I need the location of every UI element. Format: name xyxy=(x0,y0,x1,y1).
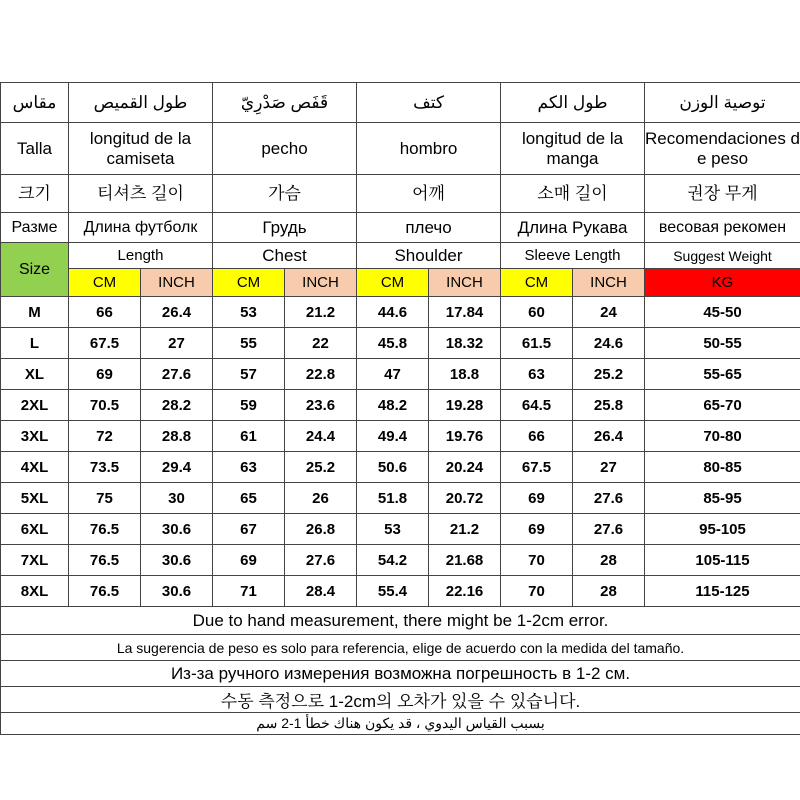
sleeve-inch-cell: 28 xyxy=(573,545,645,576)
sleeve-inch-cell: 24.6 xyxy=(573,328,645,359)
length-inch-cell: 28.8 xyxy=(141,421,213,452)
chest-cm-cell: 53 xyxy=(213,297,285,328)
length-cm-cell: 72 xyxy=(69,421,141,452)
unit-weight-kg: KG xyxy=(645,269,800,297)
header-chest-en: Chest xyxy=(213,243,357,269)
header-size-es: Talla xyxy=(1,123,69,175)
size-cell: 7XL xyxy=(1,545,69,576)
header-size-ru: Разме xyxy=(1,213,69,243)
length-cm-cell: 70.5 xyxy=(69,390,141,421)
shoulder-cm-cell: 45.8 xyxy=(357,328,429,359)
chest-cm-cell: 65 xyxy=(213,483,285,514)
sleeve-inch-cell: 25.8 xyxy=(573,390,645,421)
sleeve-cm-cell: 60 xyxy=(501,297,573,328)
sleeve-inch-cell: 27 xyxy=(573,452,645,483)
unit-sleeve-inch: INCH xyxy=(573,269,645,297)
table-row xyxy=(1,545,800,576)
shoulder-inch-cell: 22.16 xyxy=(429,576,501,607)
size-cell: 5XL xyxy=(1,483,69,514)
length-inch-cell: 27.6 xyxy=(141,359,213,390)
weight-kg-cell: 70-80 xyxy=(645,421,800,452)
length-cm-cell: 76.5 xyxy=(69,514,141,545)
chest-inch-cell: 24.4 xyxy=(285,421,357,452)
size-cell: L xyxy=(1,328,69,359)
sleeve-inch-cell: 26.4 xyxy=(573,421,645,452)
header-length-ko: 티셔츠 길이 xyxy=(69,175,213,213)
size-cell: XL xyxy=(1,359,69,390)
header-size-en: Size xyxy=(1,243,69,297)
header-row-english xyxy=(1,243,800,269)
chest-cm-cell: 71 xyxy=(213,576,285,607)
chest-inch-cell: 21.2 xyxy=(285,297,357,328)
chest-inch-cell: 22.8 xyxy=(285,359,357,390)
note-row-spanish xyxy=(1,635,800,661)
header-size-ko: 크기 xyxy=(1,175,69,213)
length-cm-cell: 69 xyxy=(69,359,141,390)
shoulder-inch-cell: 20.24 xyxy=(429,452,501,483)
header-length-en: Length xyxy=(69,243,213,269)
size-cell: 3XL xyxy=(1,421,69,452)
note-korean: 수동 측정으로 1-2cm의 오차가 있을 수 있습니다. xyxy=(1,687,800,713)
chest-cm-cell: 69 xyxy=(213,545,285,576)
header-sleeve-ar: طول الكم xyxy=(501,83,645,123)
header-sleeve-ru: Длина Рукава xyxy=(501,213,645,243)
weight-kg-cell: 105-115 xyxy=(645,545,800,576)
length-inch-cell: 29.4 xyxy=(141,452,213,483)
table-row xyxy=(1,421,800,452)
length-inch-cell: 30.6 xyxy=(141,545,213,576)
weight-kg-cell: 65-70 xyxy=(645,390,800,421)
header-shoulder-en: Shoulder xyxy=(357,243,501,269)
chest-cm-cell: 67 xyxy=(213,514,285,545)
table-row xyxy=(1,483,800,514)
note-row-russian xyxy=(1,661,800,687)
header-length-ru: Длина футболк xyxy=(69,213,213,243)
weight-kg-cell: 80-85 xyxy=(645,452,800,483)
note-spanish: La sugerencia de peso es solo para referencia, elige de acuerdo con la medida del tamaño. xyxy=(1,635,800,661)
sleeve-cm-cell: 69 xyxy=(501,514,573,545)
shoulder-cm-cell: 44.6 xyxy=(357,297,429,328)
header-weight-es: Recomendaciones de peso xyxy=(645,123,800,175)
sleeve-cm-cell: 61.5 xyxy=(501,328,573,359)
table-row xyxy=(1,297,800,328)
length-cm-cell: 73.5 xyxy=(69,452,141,483)
chest-inch-cell: 28.4 xyxy=(285,576,357,607)
sleeve-cm-cell: 67.5 xyxy=(501,452,573,483)
shoulder-inch-cell: 19.28 xyxy=(429,390,501,421)
weight-kg-cell: 95-105 xyxy=(645,514,800,545)
unit-sleeve-cm: CM xyxy=(501,269,573,297)
table-row xyxy=(1,576,800,607)
table-row xyxy=(1,390,800,421)
length-inch-cell: 30.6 xyxy=(141,514,213,545)
shoulder-cm-cell: 48.2 xyxy=(357,390,429,421)
header-sleeve-en: Sleeve Length xyxy=(501,243,645,269)
length-cm-cell: 67.5 xyxy=(69,328,141,359)
shoulder-inch-cell: 17.84 xyxy=(429,297,501,328)
shoulder-cm-cell: 47 xyxy=(357,359,429,390)
note-english: Due to hand measurement, there might be 1-2cm error. xyxy=(1,607,800,635)
shoulder-cm-cell: 55.4 xyxy=(357,576,429,607)
table-row xyxy=(1,514,800,545)
header-chest-es: pecho xyxy=(213,123,357,175)
sleeve-inch-cell: 27.6 xyxy=(573,514,645,545)
size-cell: 6XL xyxy=(1,514,69,545)
header-sleeve-ko: 소매 길이 xyxy=(501,175,645,213)
unit-length-inch: INCH xyxy=(141,269,213,297)
length-cm-cell: 76.5 xyxy=(69,545,141,576)
weight-kg-cell: 85-95 xyxy=(645,483,800,514)
table-row xyxy=(1,359,800,390)
header-weight-ko: 권장 무게 xyxy=(645,175,800,213)
shoulder-cm-cell: 49.4 xyxy=(357,421,429,452)
header-row-russian xyxy=(1,213,800,243)
shoulder-inch-cell: 18.8 xyxy=(429,359,501,390)
sleeve-cm-cell: 70 xyxy=(501,545,573,576)
sleeve-cm-cell: 70 xyxy=(501,576,573,607)
header-row-spanish xyxy=(1,123,800,175)
size-cell: M xyxy=(1,297,69,328)
unit-length-cm: CM xyxy=(69,269,141,297)
weight-kg-cell: 50-55 xyxy=(645,328,800,359)
header-weight-ar: توصية الوزن xyxy=(645,83,800,123)
unit-shoulder-inch: INCH xyxy=(429,269,501,297)
weight-kg-cell: 45-50 xyxy=(645,297,800,328)
shoulder-inch-cell: 21.2 xyxy=(429,514,501,545)
table-row xyxy=(1,452,800,483)
shoulder-inch-cell: 19.76 xyxy=(429,421,501,452)
size-cell: 2XL xyxy=(1,390,69,421)
header-chest-ar: قَفَص صَدْرِيّ xyxy=(213,83,357,123)
sleeve-cm-cell: 64.5 xyxy=(501,390,573,421)
header-length-es: longitud de la camiseta xyxy=(69,123,213,175)
note-row-english xyxy=(1,607,800,635)
header-shoulder-ko: 어깨 xyxy=(357,175,501,213)
note-arabic: بسبب القياس اليدوي ، قد يكون هناك خطأ 1-2 سم xyxy=(1,713,800,735)
note-row-arabic xyxy=(1,713,800,735)
chest-inch-cell: 26 xyxy=(285,483,357,514)
size-chart xyxy=(0,82,800,735)
header-sleeve-es: longitud de la manga xyxy=(501,123,645,175)
unit-shoulder-cm: CM xyxy=(357,269,429,297)
sleeve-inch-cell: 28 xyxy=(573,576,645,607)
chest-inch-cell: 26.8 xyxy=(285,514,357,545)
header-weight-ru: весовая рекомен xyxy=(645,213,800,243)
table-row xyxy=(1,328,800,359)
chest-cm-cell: 55 xyxy=(213,328,285,359)
shoulder-cm-cell: 53 xyxy=(357,514,429,545)
header-chest-ru: Грудь xyxy=(213,213,357,243)
note-row-korean xyxy=(1,687,800,713)
sleeve-cm-cell: 66 xyxy=(501,421,573,452)
weight-kg-cell: 115-125 xyxy=(645,576,800,607)
chest-cm-cell: 63 xyxy=(213,452,285,483)
shoulder-inch-cell: 18.32 xyxy=(429,328,501,359)
chest-inch-cell: 25.2 xyxy=(285,452,357,483)
header-shoulder-ar: كتف xyxy=(357,83,501,123)
length-cm-cell: 75 xyxy=(69,483,141,514)
length-inch-cell: 27 xyxy=(141,328,213,359)
length-inch-cell: 30.6 xyxy=(141,576,213,607)
shoulder-cm-cell: 50.6 xyxy=(357,452,429,483)
shoulder-inch-cell: 20.72 xyxy=(429,483,501,514)
unit-chest-cm: CM xyxy=(213,269,285,297)
shoulder-cm-cell: 51.8 xyxy=(357,483,429,514)
header-row-korean xyxy=(1,175,800,213)
note-russian: Из-за ручного измерения возможна погрешность в 1-2 см. xyxy=(1,661,800,687)
sleeve-cm-cell: 69 xyxy=(501,483,573,514)
header-chest-ko: 가슴 xyxy=(213,175,357,213)
header-row-arabic xyxy=(1,83,800,123)
length-inch-cell: 28.2 xyxy=(141,390,213,421)
length-inch-cell: 30 xyxy=(141,483,213,514)
weight-kg-cell: 55-65 xyxy=(645,359,800,390)
chest-cm-cell: 61 xyxy=(213,421,285,452)
sleeve-inch-cell: 24 xyxy=(573,297,645,328)
sleeve-cm-cell: 63 xyxy=(501,359,573,390)
length-cm-cell: 66 xyxy=(69,297,141,328)
size-table xyxy=(0,82,800,735)
shoulder-inch-cell: 21.68 xyxy=(429,545,501,576)
size-cell: 4XL xyxy=(1,452,69,483)
length-inch-cell: 26.4 xyxy=(141,297,213,328)
chest-inch-cell: 22 xyxy=(285,328,357,359)
header-shoulder-es: hombro xyxy=(357,123,501,175)
size-cell: 8XL xyxy=(1,576,69,607)
chest-inch-cell: 23.6 xyxy=(285,390,357,421)
sleeve-inch-cell: 27.6 xyxy=(573,483,645,514)
unit-row xyxy=(1,269,800,297)
sleeve-inch-cell: 25.2 xyxy=(573,359,645,390)
shoulder-cm-cell: 54.2 xyxy=(357,545,429,576)
header-size-ar: مقاس xyxy=(1,83,69,123)
header-length-ar: طول القميص xyxy=(69,83,213,123)
header-weight-en: Suggest Weight xyxy=(645,243,800,269)
unit-chest-inch: INCH xyxy=(285,269,357,297)
header-shoulder-ru: плечо xyxy=(357,213,501,243)
chest-cm-cell: 59 xyxy=(213,390,285,421)
chest-cm-cell: 57 xyxy=(213,359,285,390)
length-cm-cell: 76.5 xyxy=(69,576,141,607)
chest-inch-cell: 27.6 xyxy=(285,545,357,576)
